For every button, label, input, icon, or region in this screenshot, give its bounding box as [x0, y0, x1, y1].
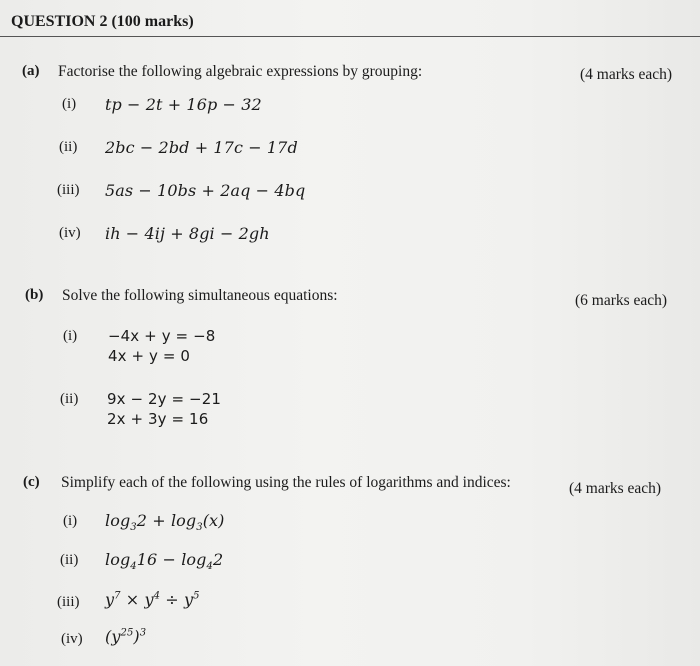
part-b-marks: (6 marks each)	[575, 292, 668, 309]
log-base: 3	[130, 522, 137, 534]
part-a-item-3-expr: 5as − 10bs + 2aq − 4bq	[105, 181, 306, 200]
part-b-item-2-eq2: 2x + 3y = 16	[107, 410, 209, 428]
part-b-item-1-eq2: 4x + y = 0	[108, 347, 191, 365]
part-b-item-2-num: (ii)	[60, 391, 79, 407]
part-b-item-1-eq1: −4x + y = −8	[108, 327, 216, 345]
var-y: y	[144, 590, 154, 609]
log-fn: log	[181, 550, 207, 569]
part-b-label: (b)	[25, 287, 44, 303]
part-a-item-2-num: (ii)	[59, 139, 78, 155]
log-arg: 2	[212, 550, 224, 569]
log-fn: log	[170, 511, 197, 530]
part-c-item-3-num: (iii)	[57, 594, 80, 610]
part-c-instruction: Simplify each of the following using the rules of logarithms and indices:	[61, 474, 511, 491]
part-b-instruction: Solve the following simultaneous equations:	[62, 287, 338, 304]
log-arg: 2	[136, 511, 148, 530]
log-arg: 16	[136, 550, 158, 569]
var-y: y	[184, 590, 194, 609]
open-paren-y: (y	[105, 627, 121, 646]
part-c-item-1-expr	[105, 511, 225, 533]
var-y: y	[105, 590, 115, 609]
outer-exponent: 3	[139, 627, 147, 639]
operator: ×	[125, 590, 140, 609]
part-a-label: (a)	[22, 63, 40, 79]
part-c-item-4-expr	[105, 627, 146, 646]
part-b-item-2-eq1: 9x − 2y = −21	[107, 390, 222, 408]
log-base: 3	[196, 522, 203, 534]
part-a-item-4-num: (iv)	[59, 225, 81, 241]
part-c-item-2-expr	[105, 550, 223, 572]
part-c-item-3-expr	[105, 590, 200, 609]
log-arg: (x)	[202, 511, 225, 530]
part-b-item-1-num: (i)	[63, 328, 78, 344]
part-c-item-4-num: (iv)	[61, 631, 83, 647]
question-title: QUESTION 2 (100 marks)	[11, 13, 194, 30]
log-base: 4	[130, 561, 137, 573]
part-a-marks: (4 marks each)	[580, 66, 673, 83]
part-c-marks: (4 marks each)	[569, 480, 662, 497]
operator: −	[162, 550, 177, 569]
operator: ÷	[165, 590, 179, 609]
part-a-item-4-expr: ih − 4ij + 8gi − 2gh	[105, 224, 270, 243]
operator: +	[152, 511, 166, 530]
part-a-item-1-num: (i)	[62, 96, 77, 112]
log-fn: log	[105, 511, 131, 530]
log-fn: log	[105, 550, 131, 569]
part-a-instruction: Factorise the following algebraic expressions by grouping:	[58, 63, 423, 80]
log-base: 4	[206, 561, 213, 573]
part-c-item-2-num: (ii)	[60, 552, 79, 568]
exponent: 7	[114, 590, 121, 602]
exponent: 4	[153, 590, 161, 602]
close-paren: )	[133, 627, 140, 646]
part-a-item-1-expr: tp − 2t + 16p − 32	[105, 95, 262, 114]
part-c-item-1-num: (i)	[63, 513, 78, 529]
part-a-item-2-expr: 2bc − 2bd + 17c − 17d	[105, 138, 298, 157]
title-underline	[0, 36, 700, 37]
part-a-item-3-num: (iii)	[57, 182, 80, 198]
inner-exponent: 25	[120, 627, 134, 639]
exponent: 5	[193, 590, 200, 602]
part-c-label: (c)	[23, 474, 40, 490]
